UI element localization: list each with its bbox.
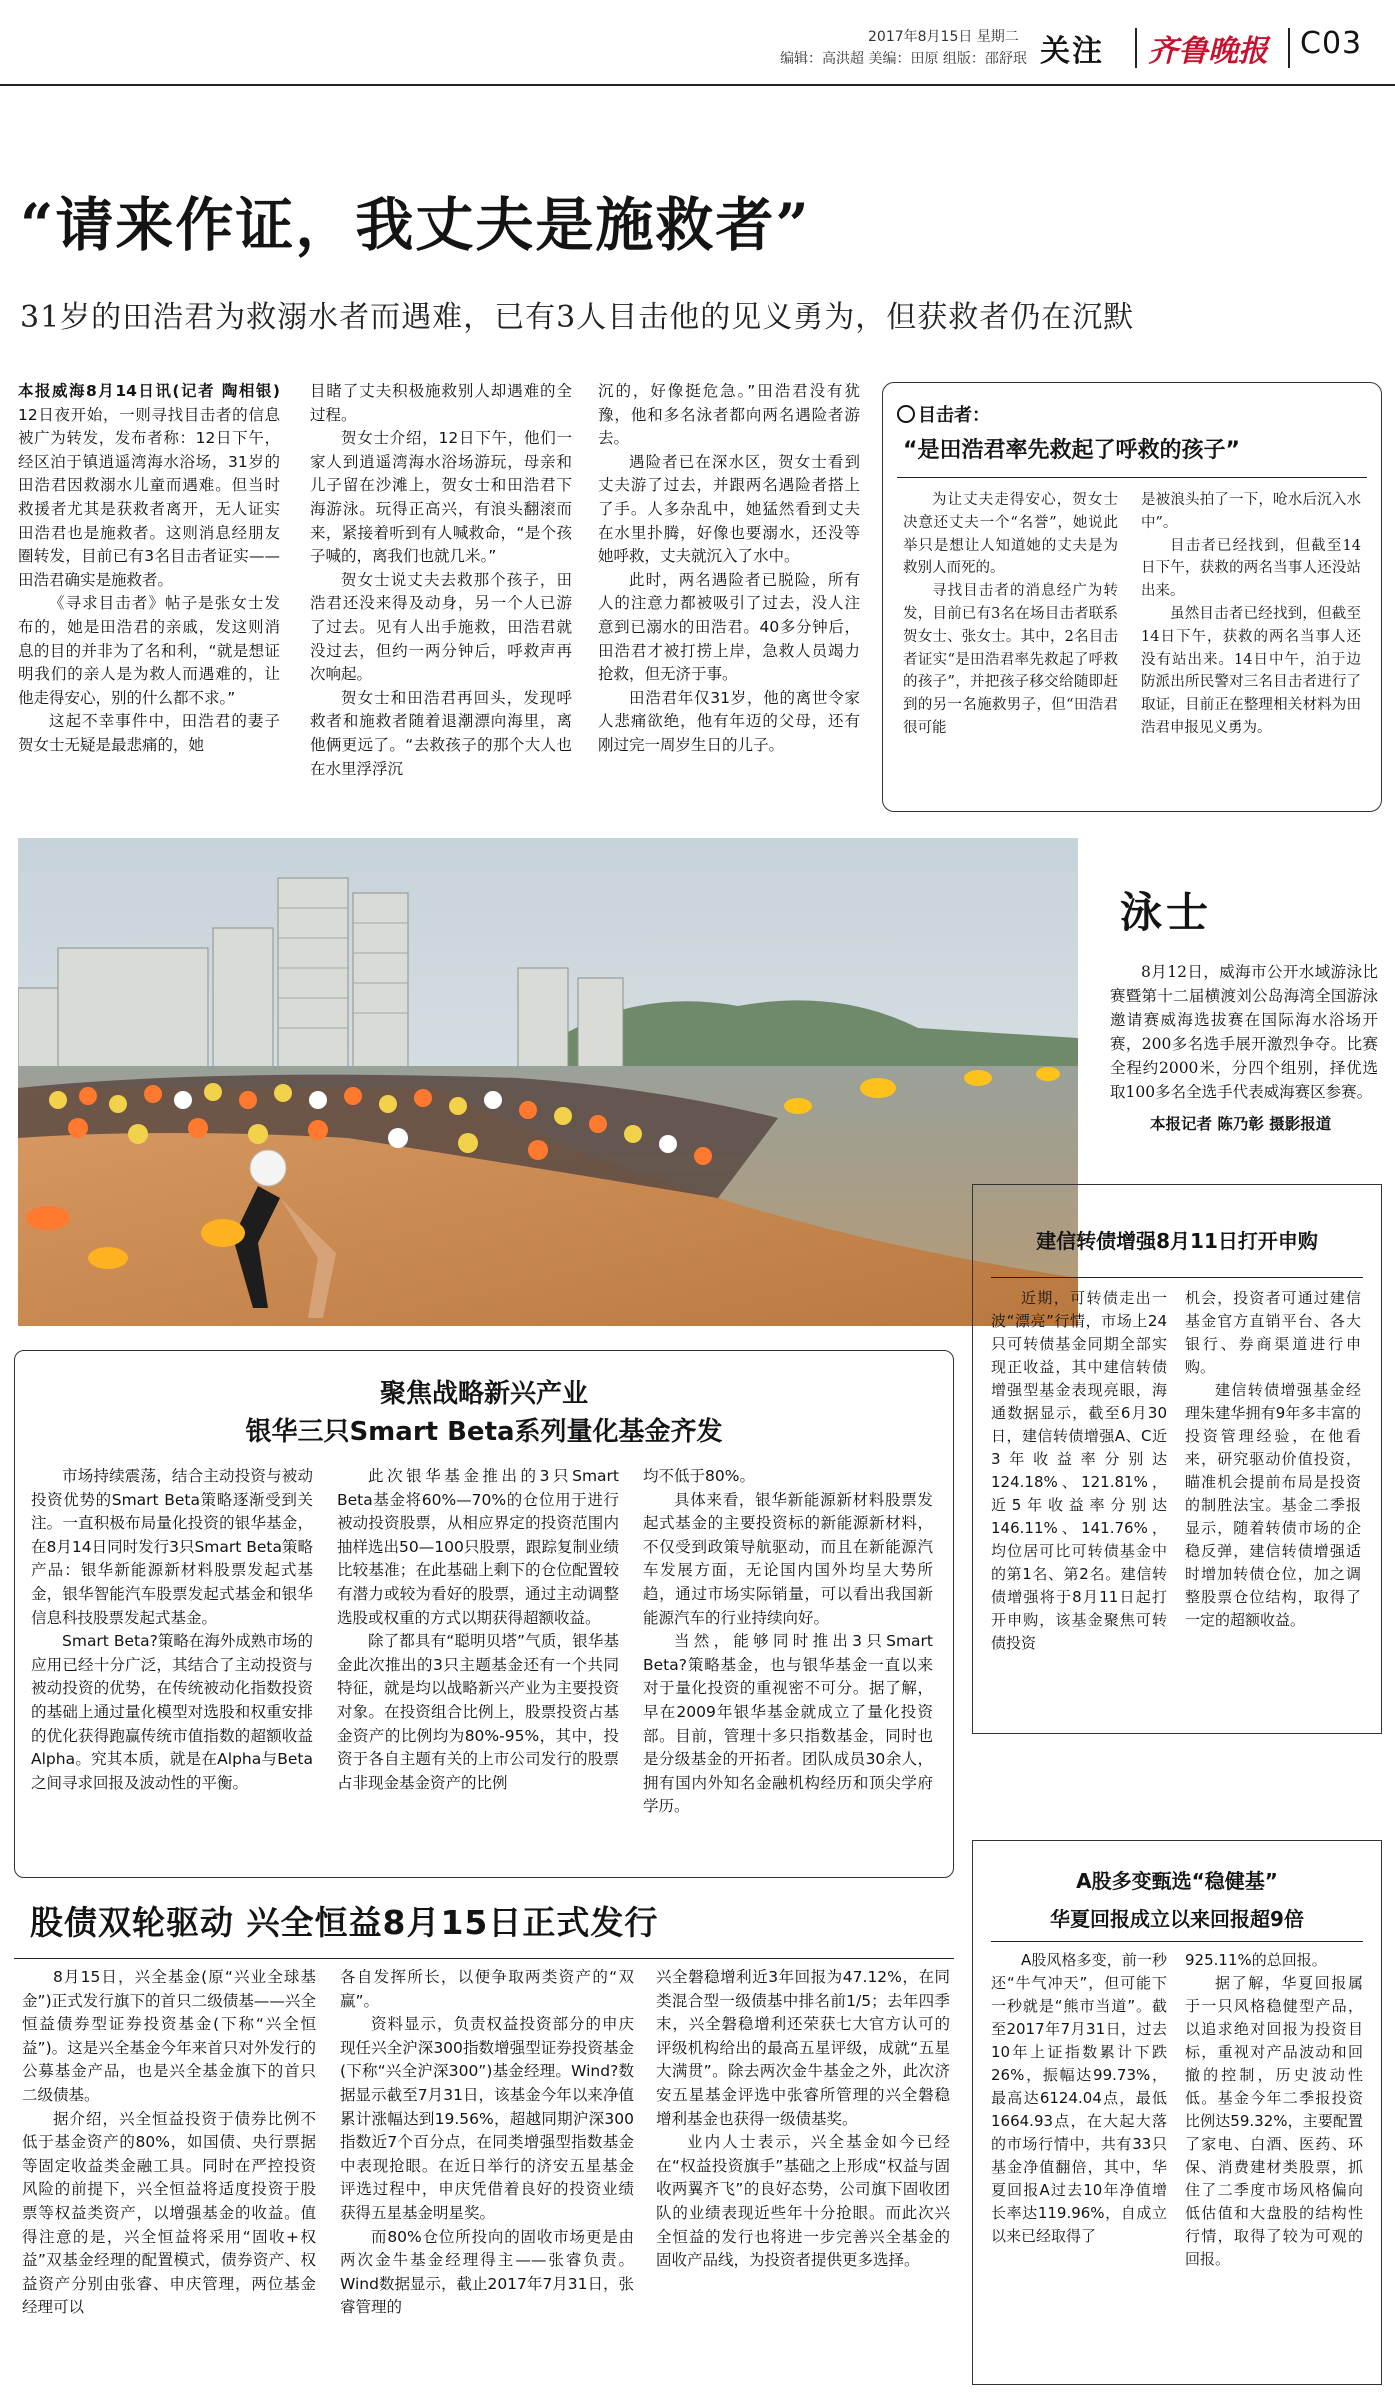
paragraph: 此次银华基金推出的3只Smart Beta基金将60%—70%的仓位用于进行被动投资股票，从相应界定的投资范围内抽样选出50—100只股票，跟踪复制业绩比较基准；在此基础上剩下的仓位配置较有潜力或较为看好的股票，通过主动调整选股或权重的方式以期获得超额收益。 xyxy=(337,1467,619,1627)
paragraph: 兴全磐稳增利近3年回报为47.12%，在同类混合型一级债基中排名前1/5；去年四季末，兴全磐稳增利还荣获七大官方认可的评级机构给出的最高五星评级，成就“五星大满贯”。除去两次金牛基金之外，此次济安五星基金评选中张睿所管理的兴全磐稳增利基金也获得一级债基奖。 xyxy=(656,1968,950,2128)
paragraph: 8月15日，兴全基金(原“兴业全球基金”)正式发行旗下的首只二级债基——兴全恒益债券型证券投资基金(下称“兴全恒益”)。这是兴全基金今年来首只对外发行的公募基金产品，也是兴全基金旗下的首只二级债基。 xyxy=(22,1968,316,2104)
lead-column-1 xyxy=(18,380,280,800)
paragraph: 均不低于80%。 xyxy=(643,1467,755,1485)
paragraph: 资料显示，负责权益投资部分的申庆现任兴全沪深300指数增强型证券投资基金(下称“兴全沪深300”)基金经理。Wind?数据显示截至7月31日，该基金今年以来净值累计涨幅达到19.56%，超越同期沪深300指数近7个百分点，在同类增强型指数基金中表现抢眼。在近日举行的济安五星基金评选过程中，申庆凭借着良好的投资业绩获得五星基金明星奖。 xyxy=(340,2015,634,2222)
paragraph: 《寻求目击者》帖子是张女士发布的，她是田浩君的亲戚，发这则消息的目的并非为了名和利，“就是想证明我们的亲人是为救人而遇难的，让他走得安心，别的什么都不求。” xyxy=(18,594,280,707)
xingquan-column-2 xyxy=(340,1966,634,2384)
lead-column-2 xyxy=(310,380,572,800)
sidebar-column-1 xyxy=(903,489,1118,799)
paragraph: 机会，投资者可通过建信基金官方直销平台、各大银行、券商渠道进行申购。 xyxy=(1185,1289,1361,1376)
page-number: C03 xyxy=(1300,26,1363,61)
paragraph: 田浩君年仅31岁，他的离世令家人悲痛欲绝，他有年迈的父母，还有刚过完一周岁生日的儿子。 xyxy=(598,688,860,754)
paragraph: 具体来看，银华新能源新材料股票发起式基金的主要投资标的新能源新材料，不仅受到政策导航驱动，而且在新能源汽车发展方面，无论国内国外均呈大势所趋，通过市场实际销量，可以看出我国新能源汽车的行业持续向好。 xyxy=(643,1490,933,1627)
paragraph: 建信转债增强基金经理朱建华拥有9年多丰富的投资管理经验，在他看来，研究驱动价值投资，瞄准机会提前布局是投资的制胜法宝。基金二季报显示，随着转债市场的企稳反弹，建信转债增强适时增加转债仓位，加之调整股票仓位结构，取得了一定的超额收益。 xyxy=(1185,1381,1361,1629)
paragraph: 当然，能够同时推出3只Smart Beta?策略基金，也与银华基金一直以来对于量化投资的重视密不可分。据了解，早在2009年银华基金就成立了量化投资部。目前，管理十多只指数基金，同时也是分级基金的开拓者。团队成员30余人，拥有国内外知名金融机构经历和顶尖学府学历。 xyxy=(643,1632,933,1816)
lead-column-3 xyxy=(598,380,860,800)
huaxia-column-2 xyxy=(1185,1949,1363,2374)
paragraph: 贺女士介绍，12日下午，他们一家人到逍遥湾海水浴场游玩，母亲和儿子留在沙滩上，贺女士和田浩君下海游泳。玩得正高兴，有浪头翻滚而来，紧接着听到有人喊救命，“是个孩子喊的，离我们也就几米。” xyxy=(310,429,572,566)
paragraph: 925.11%的总回报。 xyxy=(1185,1951,1327,1969)
paragraph: 虽然目击者已经找到，但截至14日下午，获救的两名当事人还没有站出来。14日中午，泊于边防派出所民警对三名目击者进行了取证，目前正在整理相关材料为田浩君申报见义勇为。 xyxy=(1141,605,1361,736)
paragraph: 据了解，华夏回报属于一只风格稳健型产品，以追求绝对回报为投资目标，重视对产品波动和回撤的控制，历史波动性低。基金今年二季报投资比例达59.32%，主要配置了家电、白酒、医药、环保、消费建材类股票，抓住了二季度市场风格偏向低估值和大盘股的结构性行情，取得了较为可观的回报。 xyxy=(1185,1974,1363,2268)
yinhua-column-3 xyxy=(643,1465,933,1869)
paragraph: 各自发挥所长，以便争取两类资产的“双赢”。 xyxy=(340,1968,634,2010)
paragraph: 此时，两名遇险者已脱险，所有人的注意力都被吸引了过去，没人注意到已溺水的田浩君。40多分钟后，田浩君才被打捞上岸，急救人员竭力抢救，但无济于事。 xyxy=(598,570,860,684)
lead-subheadline: 31岁的田浩君为救溺水者而遇难，已有3人目击他的见义勇为，但获救者仍在沉默 xyxy=(20,300,1135,335)
lead-byline: 本报威海8月14日讯(记者 陶相银) xyxy=(18,382,280,400)
paragraph: 是被浪头拍了一下，呛水后沉入水中”。 xyxy=(1141,492,1361,531)
yinhua-article xyxy=(14,1350,954,1878)
editor-credits: 编辑：高洪超 美编：田原 组版：邵舒珉 xyxy=(780,51,1027,67)
eye-icon xyxy=(897,405,915,423)
jianxin-title: 建信转债增强8月11日打开申购 xyxy=(1036,1229,1318,1253)
paragraph: 目击者已经找到，但截至14日下午，获救的两名当事人还没站出来。 xyxy=(1141,537,1361,600)
paragraph: 据介绍，兴全恒益投资于债券比例不低于基金资产的80%，如国债、央行票据等固定收益类金融工具。同时在严控投资风险的前提下，兴全恒益将适度投资于股票等权益类资产，以增强基金的收益。值得注意的是，兴全恒益将采用“固收+权益”双基金经理的配置模式，债券资产、权益资产分别由张睿、申庆管理，两位基金经理可以 xyxy=(22,2109,316,2317)
section-name: 关注 xyxy=(1040,34,1104,69)
yinhua-column-2 xyxy=(337,1465,619,1869)
sidebar-column-2 xyxy=(1141,489,1361,799)
xingquan-title: 股债双轮驱动 兴全恒益8月15日正式发行 xyxy=(30,1903,659,1942)
paragraph: 目睹了丈夫积极施救别人却遇难的全过程。 xyxy=(310,382,572,424)
paragraph: 除了都具有“聪明贝塔”气质，银华基金此次推出的3只主题基金还有一个共同特征，就是均以战略新兴产业为主要投资对象。在投资组合比例上，股票投资占基金资产的比例均为80%-95%，其中，投资于各自主题有关的上市公司发行的股票占非现金基金资产的比例 xyxy=(337,1632,619,1792)
sidebar-label: 目击者： xyxy=(918,405,990,426)
paragraph: Smart Beta?策略在海外成熟市场的应用已经十分广泛，其结合了主动投资与被动投资的优势，在传统被动化指数投资的基础上通过量化模型对选股和权重安排的优化获得跑赢传统市值指数的超额收益Alpha。究其本质，就是在Alpha与Beta之间寻求回报及波动性的平衡。 xyxy=(31,1632,313,1792)
jianxin-column-2 xyxy=(1185,1287,1361,1719)
sidebar-quote: “是田浩君率先救起了呼救的孩子” xyxy=(903,438,1240,463)
yinhua-column-1 xyxy=(31,1465,313,1869)
paragraph: 贺女士说丈夫去救那个孩子，田浩君还没来得及动身，另一个人已游了过去。见有人出手施救，田浩君就没过去，但约一两分钟后，呼救声再次响起。 xyxy=(310,570,572,684)
paragraph: 遇险者已在深水区，贺女士看到丈夫游了过去，并跟两名遇险者搭上了手。人多杂乱中，她猛然看到丈夫在水里扑腾，好像也要溺水，还没等她呼救，丈夫就沉入了水中。 xyxy=(598,452,860,566)
paragraph: 寻找目击者的消息经广为转发，目前已有3名在场目击者联系贺女士、张女士。其中，2名目击者证实“是田浩君率先救起了呼救的孩子”，并把孩子移交给随即赶到的另一名施救男子，但“田浩君很可能 xyxy=(903,583,1118,736)
sidebar-label-row xyxy=(897,401,990,427)
paragraph: 而80%仓位所投向的固收市场更是由两次金牛基金经理得主——张睿负责。Wind数据显示，截止2017年7月31日，张睿管理的 xyxy=(340,2227,634,2317)
jianxin-column-1 xyxy=(991,1287,1167,1719)
photo-caption xyxy=(1110,960,1378,1104)
huaxia-title-2: 华夏回报成立以来回报超9倍 xyxy=(1050,1907,1304,1931)
paragraph: A股风格多变，前一秒还“牛气冲天”，但可能下一秒就是“熊市当道”。截至2017年7月31日，过去10年上证指数累计下跌26%，振幅达99.73%，最高达6124.04点，最低1664.93点，在大起大落的市场行情中，共有33只基金净值翻倍，其中，华夏回报A过去10年净值增长率达119.96%，自成立以来已经取得了 xyxy=(991,1951,1167,2245)
beach-swimmers-image xyxy=(18,838,1078,1326)
paragraph: 近期，可转债走出一波“漂亮”行情，市场上24只可转债基金同期全部实现正收益，其中建信转债增强型基金表现亮眼，海通数据显示，截至6月30日，建信转债增强A、C近3年收益率分别达124.18%、121.81%，近5年收益率分别达146.11%、141.76%，均位居可比可转债基金中的第1名、第2名。建信转债增强将于8月11日起打开申购，该基金聚焦可转债投资 xyxy=(991,1289,1167,1652)
newspaper-logo: 齐鲁晚报 xyxy=(1148,34,1268,69)
witness-sidebar xyxy=(882,382,1382,812)
huaxia-title-1: A股多变甄选“稳健基” xyxy=(1076,1869,1278,1893)
xingquan-column-1 xyxy=(22,1966,316,2384)
paragraph: 8月12日，威海市公开水域游泳比赛暨第十二届横渡刘公岛海湾全国游泳邀请赛威海选拔赛在国际海水浴场开赛，200多名选手展开激烈争夺。比赛全程约2000米，分四个组别，择优选取100多名全选手代表威海赛区参赛。 xyxy=(1110,963,1378,1101)
photo-title: 泳士 xyxy=(1120,888,1213,937)
paragraph: 12日夜开始，一则寻找目击者的信息被广为转发，发布者称：12日下午，经区泊于镇逍遥湾海水浴场，31岁的田浩君因救溺水儿童而遇难。但当时救援者尤其是获救者离开，无人证实田浩君也是施救者。这则消息经朋友圈转发，目前已有3名目击者证实——田浩君确实是施救者。 xyxy=(18,405,280,589)
yinhua-title-1: 聚焦战略新兴产业 xyxy=(379,1379,588,1409)
paragraph: 贺女士和田浩君再回头，发现呼救者和施救者随着退潮漂向海里，离他俩更远了。“去救孩子的那个大人也在水里浮浮沉 xyxy=(310,688,572,778)
jianxin-article xyxy=(972,1184,1382,1734)
swim-race-photo xyxy=(18,838,1078,1326)
paragraph: 市场持续震荡，结合主动投资与被动投资优势的Smart Beta策略逐渐受到关注。一直积极布局量化投资的银华基金，在8月14日同时发行3只Smart Beta策略产品：银华新能源新材料股票发起式基金，银华智能汽车股票发起式基金和银华信息科技股票发起式基金。 xyxy=(31,1467,313,1627)
lead-headline: “请来作证，我丈夫是施救者” xyxy=(20,191,811,259)
issue-date: 2017年8月15日 星期二 xyxy=(868,29,1019,45)
photo-credit: 本报记者 陈乃彰 摄影报道 xyxy=(1150,1115,1332,1133)
huaxia-column-1 xyxy=(991,1949,1167,2374)
xingquan-column-3 xyxy=(656,1966,950,2384)
yinhua-title-2: 银华三只Smart Beta系列量化基金齐发 xyxy=(245,1417,723,1447)
paragraph: 这起不幸事件中，田浩君的妻子贺女士无疑是最悲痛的，她 xyxy=(18,712,280,754)
paragraph: 沉的，好像挺危急。”田浩君没有犹豫，他和多名泳者都向两名遇险者游去。 xyxy=(598,382,860,448)
huaxia-article xyxy=(972,1840,1382,2385)
paragraph: 为让丈夫走得安心，贺女士决意还丈夫一个“名誉”，她说此举只是想让人知道她的丈夫是为救别人而死的。 xyxy=(903,492,1118,577)
paragraph: 业内人士表示，兴全基金如今已经在“权益投资旗手”基础之上形成“权益与固收两翼齐飞”的良好态势，公司旗下固收团队的业绩表现近些年十分抢眼。而此次兴全恒益的发行也将进一步完善兴全基金的固收产品线，为投资者提供更多选择。 xyxy=(656,2133,950,2270)
